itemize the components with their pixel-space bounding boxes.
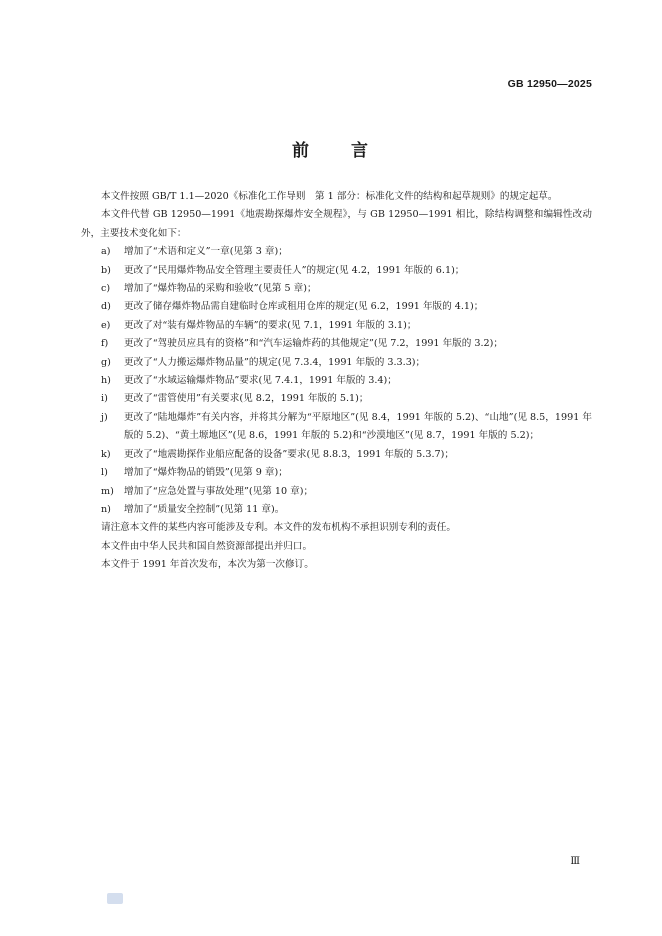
list-item bbox=[81, 243, 592, 261]
list-item bbox=[81, 317, 592, 335]
list-item bbox=[81, 501, 592, 519]
intro-paragraph: 本文件代替 GB 12950—1991《地震勘探爆炸安全规程》，与 GB 12950—1991 相比，除结构调整和编辑性改动外，主要技术变化如下： bbox=[81, 209, 592, 239]
list-item-label: b) bbox=[101, 264, 111, 276]
list-item bbox=[81, 298, 592, 316]
list-item bbox=[81, 262, 592, 280]
list-item-text: 增加了“术语和定义”一章(见第 3 章)； bbox=[124, 246, 288, 258]
list-item-text: 增加了“应急处置与事故处理”(见第 10 章)； bbox=[124, 485, 314, 497]
list-item-label: g) bbox=[101, 356, 111, 368]
list-item-label: j) bbox=[101, 411, 108, 423]
list-item-text: 增加了“质量安全控制”(见第 11 章)。 bbox=[124, 503, 285, 515]
list-item-label: l) bbox=[101, 467, 108, 479]
page-title bbox=[0, 136, 662, 161]
list-item bbox=[81, 464, 592, 482]
list-item-text: 更改了“陆地爆炸”有关内容，并将其分解为“平原地区”(见 8.4，1991 年版的 5.2)、“山地”(见 8.5，1991 年版的 5.2)、“黄土塬地区”(见 8.6，1991 年版的 5.2)和“沙漠地区”(见 8.7，1991 年版的 5.2)； bbox=[124, 411, 592, 442]
list-item-label: f) bbox=[101, 338, 109, 350]
list-item-text: 更改了对“装有爆炸物品的车辆”的要求(见 7.1，1991 年版的 3.1)； bbox=[124, 319, 417, 331]
list-item bbox=[81, 335, 592, 353]
list-item-text: 更改了“雷管使用”有关要求(见 8.2，1991 年版的 5.1)； bbox=[124, 393, 369, 405]
list-item-label: n) bbox=[101, 503, 111, 515]
patent-notice: 请注意本文件的某些内容可能涉及专利。本文件的发布机构不承担识别专利的责任。 bbox=[101, 522, 456, 534]
list-item bbox=[81, 372, 592, 390]
page-number: Ⅲ bbox=[570, 856, 580, 867]
list-item-label: d) bbox=[101, 301, 111, 313]
changes-list bbox=[81, 243, 592, 519]
list-item-text: 更改了“民用爆炸物品安全管理主要责任人”的规定(见 4.2，1991 年版的 6.1)； bbox=[124, 264, 465, 276]
proposer-statement: 本文件由中华人民共和国自然资源部提出并归口。 bbox=[101, 540, 313, 552]
watermark-logo bbox=[107, 893, 123, 904]
list-item bbox=[81, 409, 592, 446]
list-item-label: e) bbox=[101, 319, 111, 331]
list-item-label: k) bbox=[101, 448, 111, 460]
document-body bbox=[81, 188, 592, 575]
list-item-text: 更改了储存爆炸物品需自建临时仓库或租用仓库的规定(见 6.2，1991 年版的 4.1)； bbox=[124, 301, 484, 313]
publication-history: 本文件于 1991 年首次发布，本次为第一次修订。 bbox=[101, 559, 314, 571]
list-item-label: a) bbox=[101, 246, 111, 258]
list-item-text: 增加了“爆炸物品的采购和验收”(见第 5 章)； bbox=[124, 283, 317, 295]
intro-paragraph: 本文件按照 GB/T 1.1—2020《标准化工作导则 第 1 部分：标准化文件的结构和起草规则》的规定起草。 bbox=[101, 191, 558, 202]
list-item-label: h) bbox=[101, 375, 111, 387]
list-item-text: 更改了“水域运输爆炸物品”要求(见 7.4.1，1991 年版的 3.4)； bbox=[124, 375, 397, 387]
list-item bbox=[81, 446, 592, 464]
list-item bbox=[81, 390, 592, 408]
list-item-text: 更改了“驾驶员应具有的资格”和“汽车运输炸药的其他规定”(见 7.2，1991 年版的 3.2)； bbox=[124, 338, 503, 350]
title-char-left: 前 bbox=[292, 141, 311, 161]
standard-code: GB 12950—2025 bbox=[507, 78, 592, 90]
list-item bbox=[81, 354, 592, 372]
list-item-label: i) bbox=[101, 393, 108, 405]
list-item bbox=[81, 483, 592, 501]
list-item-text: 更改了“地震勘探作业船应配备的设备”要求(见 8.8.3，1991 年版的 5.3.7)； bbox=[124, 448, 454, 460]
title-char-right: 言 bbox=[351, 141, 370, 161]
list-item-label: c) bbox=[101, 283, 111, 295]
list-item-text: 增加了“爆炸物品的销毁”(见第 9 章)； bbox=[124, 467, 288, 479]
list-item-label: m) bbox=[101, 485, 114, 497]
list-item-text: 更改了“人力搬运爆炸物品量”的规定(见 7.3.4，1991 年版的 3.3.3)； bbox=[124, 356, 426, 368]
list-item bbox=[81, 280, 592, 298]
